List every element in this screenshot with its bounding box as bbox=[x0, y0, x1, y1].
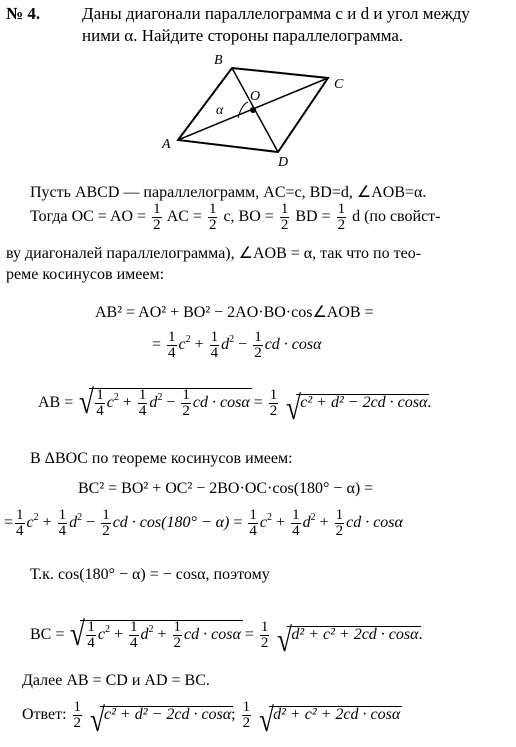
label-c: C bbox=[334, 77, 344, 92]
equation-ab-squared: AB² = AO² + BO² − 2AO·BO·cos∠AOB = bbox=[95, 304, 374, 321]
label-alpha: α bbox=[216, 103, 224, 118]
line2-ac: AC = bbox=[166, 208, 202, 226]
solution-line3: ву диагоналей параллелограмма), ∠AOB = α, так что по тео- bbox=[6, 245, 422, 262]
equation-ab-result: AB = √ $\frac{1}{4}$ $c^2$ + $\frac{1}{4}$ $d^2$ − $\frac{1}{2}$ cd · cosα = $\frac{1}{2}$ √ c² + d² − 2cd · cosα. bbox=[38, 384, 432, 428]
answer-line: Ответ: $\frac{1}{2}$ √ c² + d² − 2cd · cosα; $\frac{1}{2}$ √ d² + c² + 2cd · cosα bbox=[22, 699, 401, 740]
triangle-boc-text: В ΔBOC по теореме косинусов имеем: bbox=[30, 450, 293, 467]
point-o bbox=[250, 107, 256, 113]
problem-statement-line2: ними α. Найдите стороны параллелограмма. bbox=[82, 26, 404, 45]
further-text: Далее AB = CD и AD = BC. bbox=[22, 672, 210, 689]
problem-number: № 4. bbox=[6, 4, 41, 23]
solution-line2 bbox=[30, 202, 440, 233]
fraction-half: $\frac{1}{2}$ bbox=[208, 201, 217, 233]
tk-line: Т.к. cos(180° − α) = − cosα, поэтому bbox=[30, 566, 270, 583]
fraction-half: $\frac{1}{2}$ bbox=[153, 201, 161, 233]
answer-sqrt-ab: √ c² + d² − 2cd · cosα bbox=[90, 702, 232, 740]
answer-sqrt-bc: √ d² + c² + 2cd · cosα bbox=[259, 702, 401, 740]
parallelogram-figure bbox=[150, 48, 370, 178]
fraction-half: $\frac{1}{2}$ bbox=[337, 201, 346, 233]
label-d: D bbox=[278, 155, 289, 170]
solution-line1: Пусть ABCD — параллелограмм, AC=c, BD=d, ∠AOB=α. bbox=[30, 184, 427, 201]
sqrt-ab-long: √ $\frac{1}{4}$ $c^2$ + $\frac{1}{4}$ $d^2$ − $\frac{1}{2}$ cd · cosα bbox=[79, 384, 250, 421]
fraction-half: $\frac{1}{2}$ bbox=[254, 329, 262, 361]
line2-prefix: Тогда OC = AO = bbox=[30, 208, 147, 226]
fraction-quarter: $\frac{1}{4}$ bbox=[210, 329, 219, 361]
label-a: A bbox=[162, 137, 171, 152]
problem-statement-line1: Даны диагонали параллелограмма c и d и угол между bbox=[82, 4, 470, 23]
line2-bd: BD = bbox=[295, 208, 331, 226]
equation-bc-result: BC = √ $\frac{1}{4}$ $c^2$ + $\frac{1}{4}$ $d^2$ + $\frac{1}{2}$ cd · cosα = $\frac{1}{2}$ √ d² + c² + 2cd · cosα. bbox=[30, 616, 423, 660]
sqrt-bc-short: √ d² + c² + 2cd · cosα bbox=[277, 622, 419, 660]
line2-suffix: d (по свойст- bbox=[352, 208, 441, 226]
answer-label: Ответ: bbox=[22, 706, 67, 724]
equation-ab-expansion: = $\frac{1}{4}$ $c^2$ + $\frac{1}{4}$ $d^2$ − $\frac{1}{2}$ cd · cosα bbox=[152, 329, 322, 361]
solution-line4: реме косинусов имеем: bbox=[6, 266, 165, 283]
fraction-half: $\frac{1}{2}$ bbox=[280, 201, 289, 233]
equation-bc-expansion: = $\frac{1}{4}$ $c^2$ + $\frac{1}{4}$ $d^2$ − $\frac{1}{2}$ cd · cos(180° − α) = $\frac{1}{4}$ $c^2$ + $\frac{1}{4}$ $d^2$ + $\frac{1}{2}$ cd · cosα bbox=[4, 507, 403, 539]
fraction-half: $\frac{1}{2}$ bbox=[269, 387, 278, 419]
line2-c: c, BO = bbox=[223, 208, 274, 226]
label-o: O bbox=[250, 89, 261, 104]
angle-alpha-arc bbox=[238, 102, 248, 118]
sqrt-bc-long: √ $\frac{1}{4}$ $c^2$ + $\frac{1}{4}$ $d^2$ + $\frac{1}{2}$ cd · cosα bbox=[70, 616, 241, 653]
label-b: B bbox=[214, 53, 223, 68]
sqrt-ab-short: √ c² + d² − 2cd · cosα bbox=[286, 390, 428, 428]
equation-bc-squared: BC² = BO² + OC² − 2BO·OC·cos(180° − α) = bbox=[78, 480, 374, 497]
fraction-quarter: $\frac{1}{4}$ bbox=[168, 329, 176, 361]
